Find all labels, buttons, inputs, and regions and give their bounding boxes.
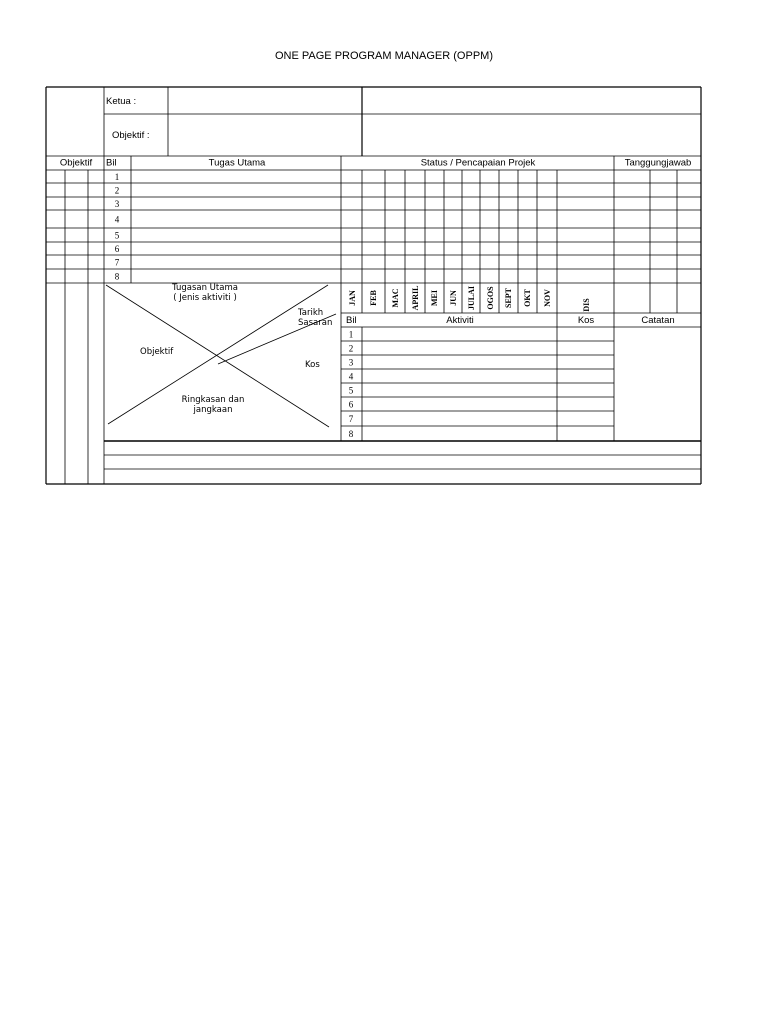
diagram-jenis-label: ( Jenis aktiviti ) (173, 293, 237, 303)
month-header: APRIL (411, 285, 420, 311)
diagram-ringkasan-label: Ringkasan dan (181, 395, 245, 405)
task-number: 7 (114, 257, 120, 268)
bil-column-header: Bil (106, 157, 117, 169)
activity-number: 7 (348, 414, 354, 424)
activity-number: 4 (348, 371, 354, 382)
month-headers (348, 286, 591, 312)
task-number: 8 (114, 271, 120, 282)
activity-number: 3 (348, 357, 354, 368)
catatan-header: Catatan (641, 315, 675, 326)
status-column-header: Status / Pencapaian Projek (420, 157, 536, 169)
diagram-kos-label: Kos (305, 360, 320, 370)
form-grid-lines (46, 87, 701, 484)
month-header: MEI (430, 290, 439, 306)
month-header: NOV (543, 289, 552, 307)
month-header: OGOS (486, 286, 495, 310)
month-header: DIS (582, 298, 591, 312)
activity-number: 6 (348, 399, 354, 410)
month-header: JULAI (467, 285, 476, 311)
ketua-label: Ketua : (106, 96, 137, 107)
diagram-jangkaan-label: jangkaan (193, 405, 233, 415)
month-header: JAN (348, 290, 357, 306)
document-title: ONE PAGE PROGRAM MANAGER (OPPM) (275, 50, 493, 62)
month-header: JUN (449, 290, 458, 306)
diagram-tarikh-label: Tarikh (298, 308, 324, 318)
task-number: 3 (114, 199, 120, 209)
diagram-tugasan-label: Tugasan Utama (172, 283, 238, 293)
month-header: SEPT (504, 287, 513, 309)
activity-number: 8 (348, 429, 354, 439)
activity-number-list (349, 330, 354, 440)
activity-number: 1 (348, 329, 354, 340)
task-number: 1 (114, 172, 120, 182)
kos-header: Kos (577, 315, 595, 326)
diagram-sasaran-label: Sasaran (298, 318, 333, 328)
task-number: 6 (114, 244, 120, 254)
aktiviti-header: Aktiviti (446, 315, 474, 326)
tugas-utama-column-header: Tugas Utama (208, 157, 266, 169)
month-header: MAC (391, 288, 400, 308)
task-number: 4 (114, 214, 120, 225)
month-header: OKT (523, 289, 532, 307)
activity-number: 2 (348, 343, 354, 354)
lower-bil-header: Bil (346, 315, 357, 326)
objektif-column-header: Objektif (59, 157, 93, 169)
month-header: FEB (369, 290, 378, 306)
task-number: 2 (114, 185, 120, 196)
activity-number: 5 (348, 385, 354, 396)
tanggungjawab-column-header: Tanggungjawab (624, 157, 692, 169)
diagram-objektif-label: Objektif (140, 347, 174, 357)
objektif-label: Objektif : (112, 130, 150, 141)
task-number: 5 (114, 230, 120, 241)
task-number-list (115, 172, 120, 282)
